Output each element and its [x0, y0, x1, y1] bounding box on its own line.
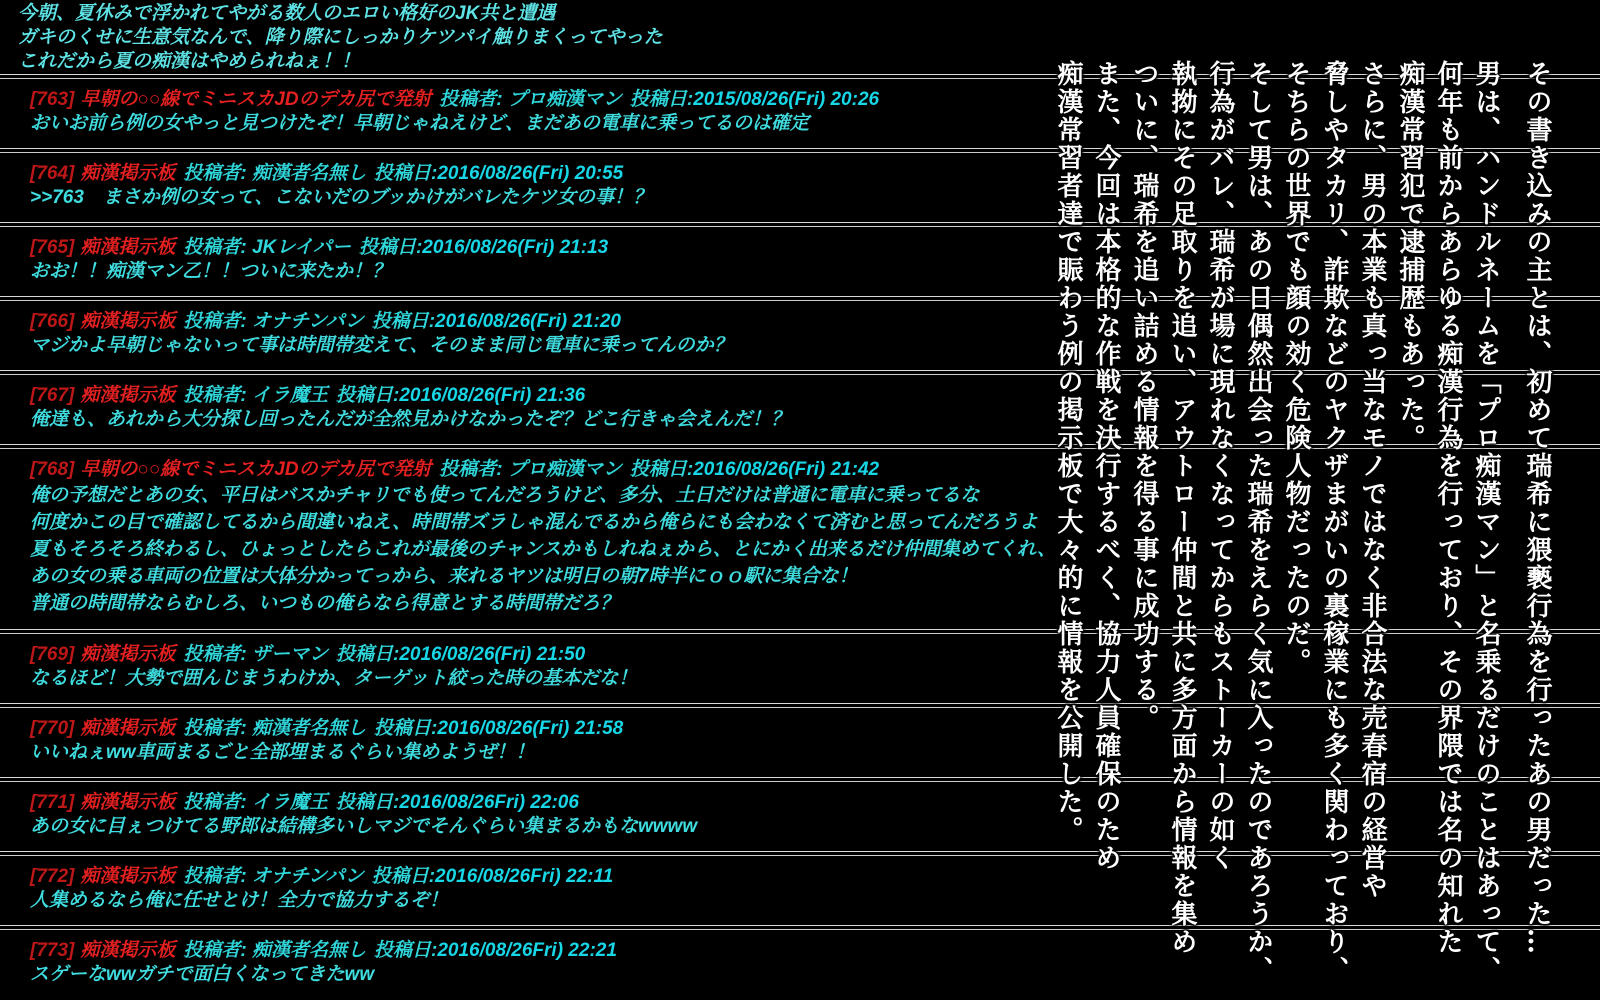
narration-column: さらに、男の本業も真っ当なモノではなく非合法な売春宿の経営や — [1357, 60, 1387, 900]
post-title: 早朝の○○線でミニスカJDのデカ尻で発射 — [80, 89, 432, 110]
post-body-line: スゲーなwwガチで面白くなってきたww — [30, 964, 375, 985]
narration-column: そちらの世界でも顔の効く危険人物だったのだ。 — [1281, 60, 1311, 676]
post-body-line: いいねぇww車両まるごと全部埋まるぐらい集めようぜ！！ — [30, 742, 535, 763]
poster-label: 投稿者: — [183, 940, 252, 961]
post-body-line: ガキのくせに生意気なんで、降り際にしっかりケツパイ触りまくってやった — [18, 27, 663, 48]
post-title: 痴漢掲示板 — [80, 866, 176, 887]
post-body-line: 夏もそろそろ終わるし、ひょっとしたらこれが最後のチャンスかもしれねぇから、とにかく出来るだけ仲間集めてくれ、 — [30, 539, 1057, 560]
date-label: 投稿日: — [336, 792, 400, 813]
narration-column: 脅しやタカリ、詐欺などのヤクザまがいの裏稼業にも多く関わっており、 — [1319, 60, 1349, 984]
date-label: 投稿日: — [374, 718, 438, 739]
post-number: [771] — [30, 792, 75, 813]
post-date: 2016/08/26(Fri) 21:20 — [435, 311, 621, 332]
poster-name: オナチンパン — [251, 866, 364, 887]
post-date: 2015/08/26(Fri) 20:26 — [693, 89, 880, 110]
poster-label: 投稿者: — [183, 866, 252, 887]
post-body-line: 人集めるなら俺に任せとけ！全力で協力するぞ！ — [30, 890, 449, 911]
poster-name: 痴漢者名無し — [251, 163, 366, 184]
post-title: 痴漢掲示板 — [80, 718, 176, 739]
poster-label: 投稿者: — [183, 237, 252, 258]
post-number: [768] — [30, 459, 75, 480]
poster-label: 投稿者: — [439, 459, 508, 480]
poster-label: 投稿者: — [183, 644, 252, 665]
post-title: 痴漢掲示板 — [80, 940, 176, 961]
post-date: 2016/08/26(Fri) 21:13 — [422, 237, 609, 258]
post-number: [765] — [30, 237, 75, 258]
narration-column: 男は、ハンドルネームを「プロ痴漢マン」と名乗るだけのことはあって、 — [1471, 60, 1501, 984]
date-label: 投稿日: — [358, 237, 423, 258]
narration-column: そして男は、あの日偶然出会った瑞希をえらく気に入ったのであろうか、 — [1243, 60, 1273, 984]
poster-name: 痴漢者名無し — [251, 718, 366, 739]
post-title: 早朝の○○線でミニスカJDのデカ尻で発射 — [80, 459, 432, 480]
post-number: [770] — [30, 718, 75, 739]
poster-name: プロ痴漢マン — [507, 459, 622, 480]
poster-name: イラ魔王 — [251, 385, 328, 406]
post-title: 痴漢掲示板 — [80, 237, 176, 258]
date-label: 投稿日: — [371, 311, 436, 332]
post-body-line: おいお前ら例の女やっと見つけたぞ！早朝じゃねえけど、まだあの電車に乗ってるのは確定 — [30, 113, 810, 134]
post-number: [764] — [30, 163, 75, 184]
date-label: 投稿日: — [371, 866, 436, 887]
narration-column: また、今回は本格的な作戦を決行するべく、協力人員確保のため — [1091, 60, 1121, 872]
post-body-line: おお！！痴漢マン乙！！ついに来たか！？ — [30, 261, 392, 282]
post-body-line: >>763 まさか例の女って、こないだのブッかけがバレたケツ女の事！？ — [30, 187, 652, 208]
poster-name: ザーマン — [251, 644, 328, 665]
post-date: 2016/08/26(Fri) 21:50 — [399, 644, 586, 665]
post-date: 2016/08/26(Fri) 21:42 — [693, 459, 880, 480]
post-body-line: マジかよ早朝じゃないって事は時間帯変えて、そのまま同じ電車に乗ってんのか？ — [30, 335, 733, 356]
poster-name: JKレイパー — [251, 237, 351, 258]
poster-name: オナチンパン — [251, 311, 364, 332]
poster-name: プロ痴漢マン — [507, 89, 622, 110]
narration-column: 痴漢常習者達で賑わう例の掲示板で大々的に情報を公開した。 — [1053, 60, 1083, 844]
post-number: [763] — [30, 89, 75, 110]
post-body-line: あの女の乗る車両の位置は大体分かってっから、来れるヤツは明日の朝7時半にｏｏ駅に集合な！ — [30, 566, 858, 587]
date-label: 投稿日: — [374, 940, 438, 961]
post-date: 2016/08/26Fri) 22:21 — [437, 940, 617, 961]
date-label: 投稿日: — [629, 459, 694, 480]
narration-column: 行為がバレ、瑞希が場に現れなくなってからもストーカーの如く — [1205, 60, 1235, 872]
date-label: 投稿日: — [374, 163, 438, 184]
post-body-line: これだから夏の痴漢はやめられねぇ！！ — [18, 51, 361, 72]
post-number: [769] — [30, 644, 75, 665]
post-date: 2016/08/26(Fri) 20:55 — [437, 163, 624, 184]
poster-name: 痴漢者名無し — [251, 940, 366, 961]
poster-label: 投稿者: — [439, 89, 508, 110]
post-date: 2016/08/26Fri) 22:11 — [435, 866, 614, 887]
post-body-line: なるほど！大勢で囲んじまうわけか、ターゲット絞った時の基本だな！ — [30, 668, 638, 689]
narration-column: 何年も前からあらゆる痴漢行為を行っており、その界隈では名の知れた — [1433, 60, 1463, 956]
narration-column: 痴漢常習犯で逮捕歴もあった。 — [1395, 60, 1425, 452]
post-body-line: 俺の予想だとあの女、平日はバスかチャリでも使ってんだろうけど、多分、土日だけは普通に電車に乗ってるな — [30, 485, 980, 506]
poster-label: 投稿者: — [183, 163, 252, 184]
post-date: 2016/08/26(Fri) 21:58 — [437, 718, 624, 739]
post-number: [773] — [30, 940, 75, 961]
post-title: 痴漢掲示板 — [80, 385, 176, 406]
post-body-line: 何度かこの目で確認してるから間違いねえ、時間帯ズラしゃ混んでるから俺らにも会わなくて済むと思ってんだろうよ — [30, 512, 1039, 533]
poster-name: イラ魔王 — [251, 792, 328, 813]
date-label: 投稿日: — [629, 89, 694, 110]
post-date: 2016/08/26Fri) 22:06 — [399, 792, 579, 813]
post-number: [772] — [30, 866, 75, 887]
post-title: 痴漢掲示板 — [80, 163, 176, 184]
post-title: 痴漢掲示板 — [80, 792, 176, 813]
narration-column: その書き込みの主とは、初めて瑞希に猥褻行為を行ったあの男だった… — [1522, 60, 1552, 956]
date-label: 投稿日: — [336, 385, 400, 406]
narration-vertical-text — [1049, 60, 1556, 984]
post-body-line: 普通の時間帯ならむしろ、いつもの俺らなら得意とする時間帯だろ？ — [30, 593, 620, 614]
poster-label: 投稿者: — [183, 792, 252, 813]
date-label: 投稿日: — [336, 644, 400, 665]
post-body-line: あの女に目ぇつけてる野郎は結構多いしマジでそんぐらい集まるかもなwwww — [30, 816, 698, 837]
post-date: 2016/08/26(Fri) 21:36 — [399, 385, 586, 406]
post-number: [767] — [30, 385, 75, 406]
poster-label: 投稿者: — [183, 718, 252, 739]
post-number: [766] — [30, 311, 75, 332]
post-title: 痴漢掲示板 — [80, 311, 176, 332]
narration-column: 執拗にその足取りを追い、アウトロー仲間と共に多方面から情報を集め — [1167, 60, 1197, 956]
poster-label: 投稿者: — [183, 311, 252, 332]
post-body-line: 今朝、夏休みで浮かれてやがる数人のエロい格好のJK共と遭遇 — [18, 3, 556, 24]
post-body-line: 俺達も、あれから大分探し回ったんだが全然見かけなかったぞ？どこ行きゃ会えんだ！？ — [30, 409, 791, 430]
post-title: 痴漢掲示板 — [80, 644, 176, 665]
narration-column: ついに、瑞希を追い詰める情報を得る事に成功する。 — [1129, 60, 1159, 732]
poster-label: 投稿者: — [183, 385, 252, 406]
